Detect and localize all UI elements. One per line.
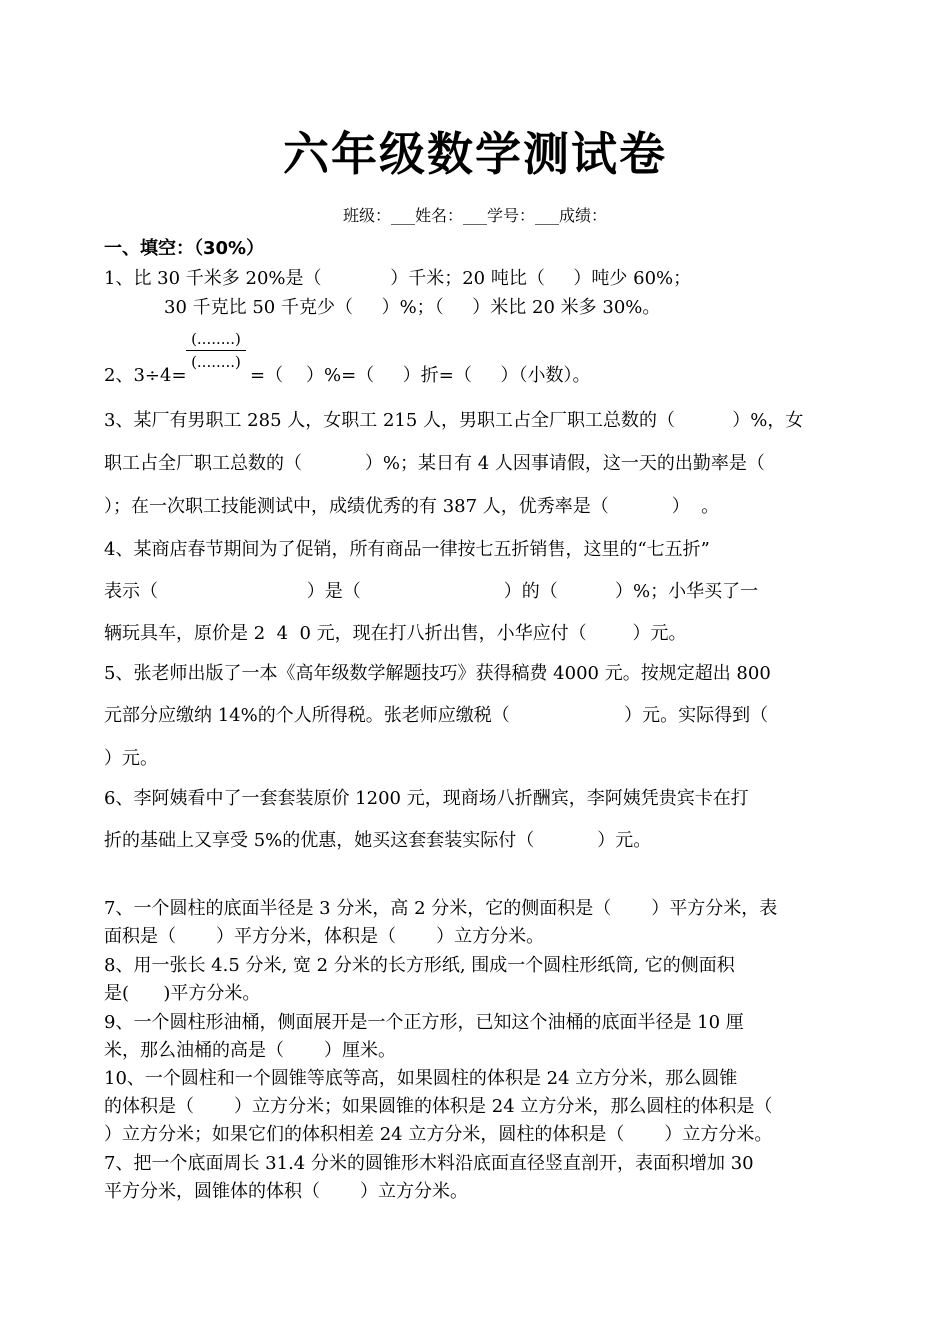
question-3-line-2: 职工占全厂职工总数的（ ）%；某日有 4 人因事请假，这一天的出勤率是（ (104, 453, 765, 474)
question-9-line-2: 米，那么油桶的高是（ ）厘米。 (104, 1040, 397, 1061)
question-11-line-2: 平方分米，圆锥体的体积（ ）立方分米。 (104, 1181, 469, 1202)
id-label: 学号： (487, 206, 536, 225)
question-8-line-2: 是( )平方分米。 (104, 983, 261, 1004)
question-5-line-2: 元部分应缴纳 14%的个人所得税。张老师应缴税（ ）元。实际得到（ (104, 705, 769, 726)
question-10-line-2: 的体积是（ ）立方分米；如果圆锥的体积是 24 立方分米，那么圆柱的体积是（ (104, 1096, 773, 1117)
question-3-line-1: 3、某厂有男职工 285 人，女职工 215 人，男职工占全厂职工总数的（ ）%，女 (104, 410, 804, 431)
section-heading: 一、填空：（30%） (104, 238, 265, 259)
class-blank: ___ (390, 206, 415, 225)
question-2-prefix: 2、3÷4= (104, 365, 187, 386)
question-10-line-3: ）立方分米；如果它们的体积相差 24 立方分米，圆柱的体积是（ ）立方分米。 (104, 1124, 773, 1145)
question-4-line-2: 表示（ ）是（ ）的（ ）%；小华买了一 (104, 581, 759, 602)
class-label: 班级： (342, 206, 391, 225)
question-3-line-3: ）；在一次职工技能测试中，成绩优秀的有 387 人，优秀率是（ ） 。 (104, 496, 720, 517)
question-10-line-1: 10、一个圆柱和一个圆锥等底等高，如果圆柱的体积是 24 立方分米，那么圆锥 (104, 1068, 738, 1089)
question-9-line-1: 9、一个圆柱形油桶，侧面展开是一个正方形，已知这个油桶的底面半径是 10 厘 (104, 1012, 744, 1033)
question-2-suffix: =（ ）%=（ ）折=（ ）（小数）。 (250, 365, 591, 386)
question-7-line-1: 7、一个圆柱的底面半径是 3 分米，高 2 分米，它的侧面积是（ ）平方分米，表 (104, 898, 778, 919)
question-11-line-1: 7、把一个底面周长 31.4 分米的圆锥形木料沿底面直径竖直剖开，表面积增加 30 (104, 1153, 754, 1174)
question-8-line-1: 8、用一张长 4.5 分米, 宽 2 分米的长方形纸, 围成一个圆柱形纸筒, 它的侧面积 (104, 955, 735, 976)
name-label: 姓名： (414, 206, 463, 225)
id-blank: ___ (535, 206, 560, 225)
name-blank: ___ (463, 206, 487, 225)
question-4-line-1: 4、某商店春节期间为了促销，所有商品一律按七五折销售，这里的“七五折” (104, 539, 710, 560)
question-1-line-2: 30 千克比 50 千克少（ ）%；（ ）米比 20 米多 30%。 (164, 297, 661, 318)
question-7-line-2: 面积是（ ）平方分米，体积是（ ）立方分米。 (104, 926, 545, 947)
question-6-line-2: 折的基础上又享受 5%的优惠，她买这套套装实际付（ ）元。 (104, 830, 652, 851)
question-5-line-1: 5、张老师出版了一本《高年级数学解题技巧》获得稿费 4000 元。按规定超出 800 (104, 663, 771, 684)
fraction-numerator: (........) (186, 330, 246, 351)
question-5-line-3: ）元。 (104, 748, 158, 769)
question-6-line-1: 6、李阿姨看中了一套套装原价 1200 元，现商场八折酬宾，李阿姨凭贵宾卡在打 (104, 788, 749, 809)
student-info-line (0, 203, 950, 226)
question-1-line-1: 1、比 30 千米多 20%是（ ）千米；20 吨比（ ）吨少 60%； (104, 268, 692, 289)
score-label: 成绩： (559, 206, 608, 225)
fraction-denominator: (........) (191, 353, 241, 371)
question-4-line-3: 辆玩具车，原价是 2 4 0 元，现在打八折出售，小华应付（ ）元。 (104, 623, 687, 644)
question-2-fraction (186, 330, 246, 371)
page-title: 六年级数学测试卷 (283, 127, 667, 181)
